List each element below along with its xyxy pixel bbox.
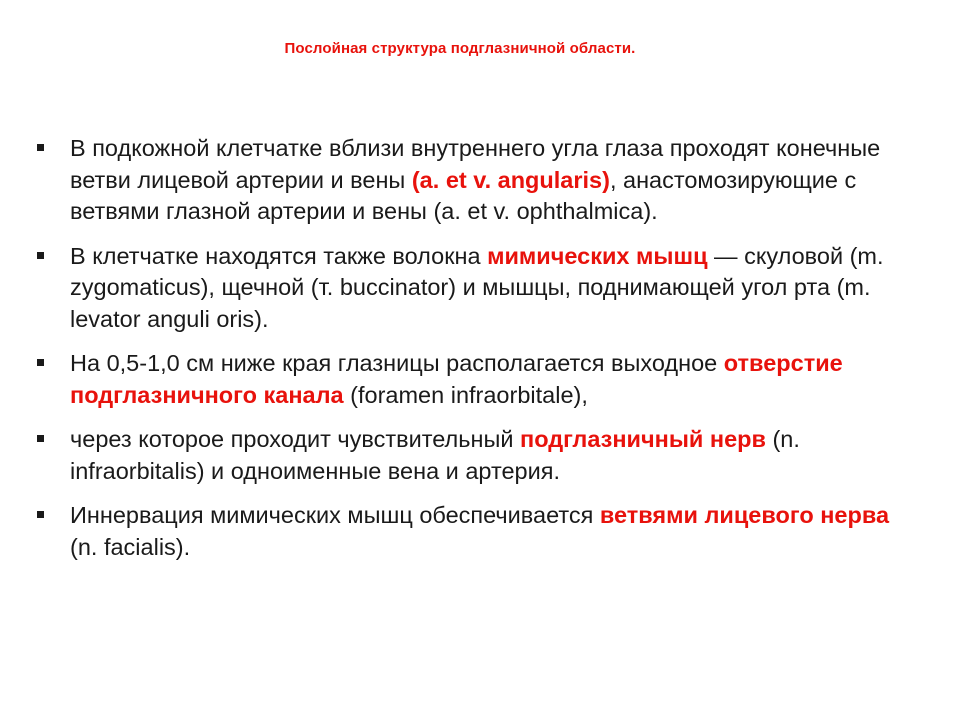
bullet-item-4 [34, 424, 914, 487]
bullet-item-3 [34, 348, 914, 411]
bullet-item-5 [34, 500, 914, 563]
bullet-list [34, 133, 914, 576]
square-bullet-icon [37, 252, 44, 259]
square-bullet-icon [37, 144, 44, 151]
square-bullet-icon [37, 511, 44, 518]
square-bullet-icon [37, 359, 44, 366]
bullet-item-2 [34, 241, 914, 336]
bullet-text: (foramen infraorbitale), [343, 381, 588, 408]
bullet-text: (n. infraorbitalis) и одноименные вена и артерия. [70, 426, 800, 484]
slide-title: Послойная структура подглазничной области. [284, 40, 636, 57]
bullet-text: через которое проходит чувствительный [70, 426, 521, 452]
bullet-text: Иннервация мимических мышц обеспечивается [70, 502, 600, 528]
highlight-term: мимических мышц [487, 242, 708, 269]
bullet-text: (n. facialis). [70, 533, 191, 560]
square-bullet-icon [37, 435, 44, 442]
bullet-text: , анастомозирующие с ветвями глазной артерии и вены (a. et v. ophthalmica). [70, 166, 857, 224]
bullet-text: На 0,5-1,0 см ниже края глазницы располагается выходное [70, 350, 724, 376]
highlight-term: (a. et v. angularis) [411, 166, 610, 193]
bullet-text: В подкожной клетчатке вблизи внутреннего угла глаза проходят конечные ветви лицевой артерии и вены [70, 135, 881, 193]
highlight-term: отверстие подглазничного канала [70, 350, 843, 408]
highlight-term: подглазничный нерв [520, 426, 766, 452]
highlight-term: ветвями лицевого нерва [599, 502, 890, 528]
bullet-item-1 [34, 133, 914, 228]
bullet-text: В клетчатке находятся также волокна [70, 242, 488, 269]
bullet-text: — скуловой (m. zygomaticus), щечной (т. buccinator) и мышцы, поднимающей угол рта (m. levator anguli oris). [70, 242, 884, 332]
